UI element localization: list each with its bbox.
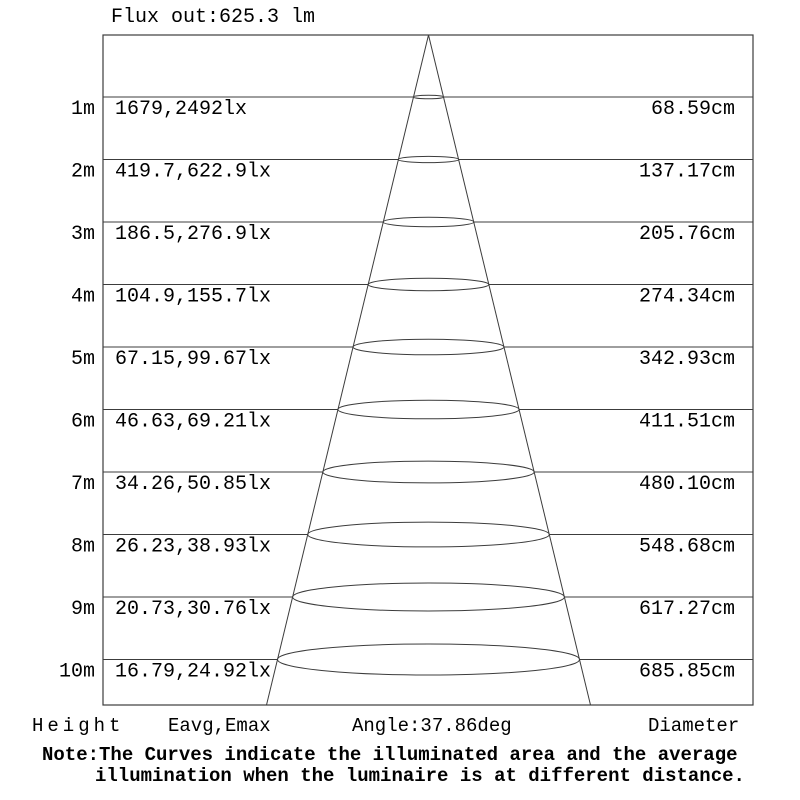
note-line-2: illumination when the luminaire is at different distance. — [95, 765, 745, 787]
beam-ellipse — [323, 461, 534, 483]
diameter-value: 685.85cm — [638, 660, 735, 684]
diameter-value: 617.27cm — [638, 598, 735, 621]
table-row — [71, 411, 735, 434]
height-label: 1m — [70, 98, 95, 121]
diameter-value: 68.59cm — [650, 98, 735, 121]
table-row — [71, 348, 735, 371]
lux-value: 1679,2492lx — [115, 98, 248, 121]
table-row — [71, 598, 735, 621]
lux-value: 34.26,50.85lx — [115, 473, 272, 496]
lux-value: 26.23,38.93lx — [115, 535, 272, 559]
beam-ellipse — [278, 644, 580, 675]
column-label-diameter: Diameter — [648, 715, 740, 737]
lux-value: 186.5,276.9lx — [115, 223, 272, 246]
lux-value: 20.73,30.76lx — [115, 598, 272, 621]
table-row — [71, 473, 735, 496]
beam-ellipse — [368, 278, 489, 290]
table-row — [71, 223, 735, 246]
beam-cone-right-edge — [429, 35, 591, 705]
diameter-value: 548.68cm — [638, 535, 735, 559]
column-label-eavg-emax: Eavg,Emax — [168, 715, 271, 737]
height-label: 4m — [70, 285, 95, 309]
angle-label: Angle:37.86deg — [352, 715, 512, 737]
beam-ellipses — [278, 95, 580, 675]
height-label: 9m — [70, 598, 95, 621]
diameter-value: 205.76cm — [638, 223, 735, 246]
beam-ellipse — [413, 95, 443, 99]
beam-ellipse — [398, 156, 458, 162]
note-line-1: Note:The Curves indicate the illuminated area and the average — [42, 744, 738, 766]
table-row — [71, 286, 735, 309]
lux-value: 104.9,155.7lx — [115, 285, 272, 309]
table-rows — [59, 98, 735, 684]
beam-cone-left-edge — [267, 35, 429, 705]
beam-ellipse — [293, 583, 565, 611]
beam-ellipse — [383, 217, 474, 226]
lux-value: 16.79,24.92lx — [115, 660, 272, 684]
diameter-value: 342.93cm — [638, 348, 735, 371]
lux-value: 419.7,622.9lx — [115, 160, 272, 184]
table-row — [59, 661, 735, 684]
height-label: 7m — [70, 473, 95, 496]
table-row — [71, 161, 735, 184]
column-label-height: Height — [32, 715, 125, 737]
diameter-value: 480.10cm — [638, 473, 735, 496]
diameter-value: 411.51cm — [638, 410, 735, 434]
table-row — [71, 98, 735, 121]
height-label: 2m — [70, 160, 95, 184]
diameter-value: 137.17cm — [638, 160, 735, 184]
height-label: 8m — [70, 535, 95, 559]
beam-ellipse — [308, 522, 550, 547]
height-label: 10m — [58, 660, 95, 684]
lux-value: 46.63,69.21lx — [115, 410, 272, 434]
diameter-value: 274.34cm — [638, 285, 735, 309]
chart-title: Flux out:625.3 lm — [111, 6, 316, 29]
beam-ellipse — [353, 339, 504, 355]
height-label: 5m — [70, 348, 95, 371]
beam-ellipse — [338, 400, 519, 419]
height-label: 6m — [70, 410, 95, 434]
height-label: 3m — [70, 223, 95, 246]
lux-value: 67.15,99.67lx — [115, 348, 272, 371]
